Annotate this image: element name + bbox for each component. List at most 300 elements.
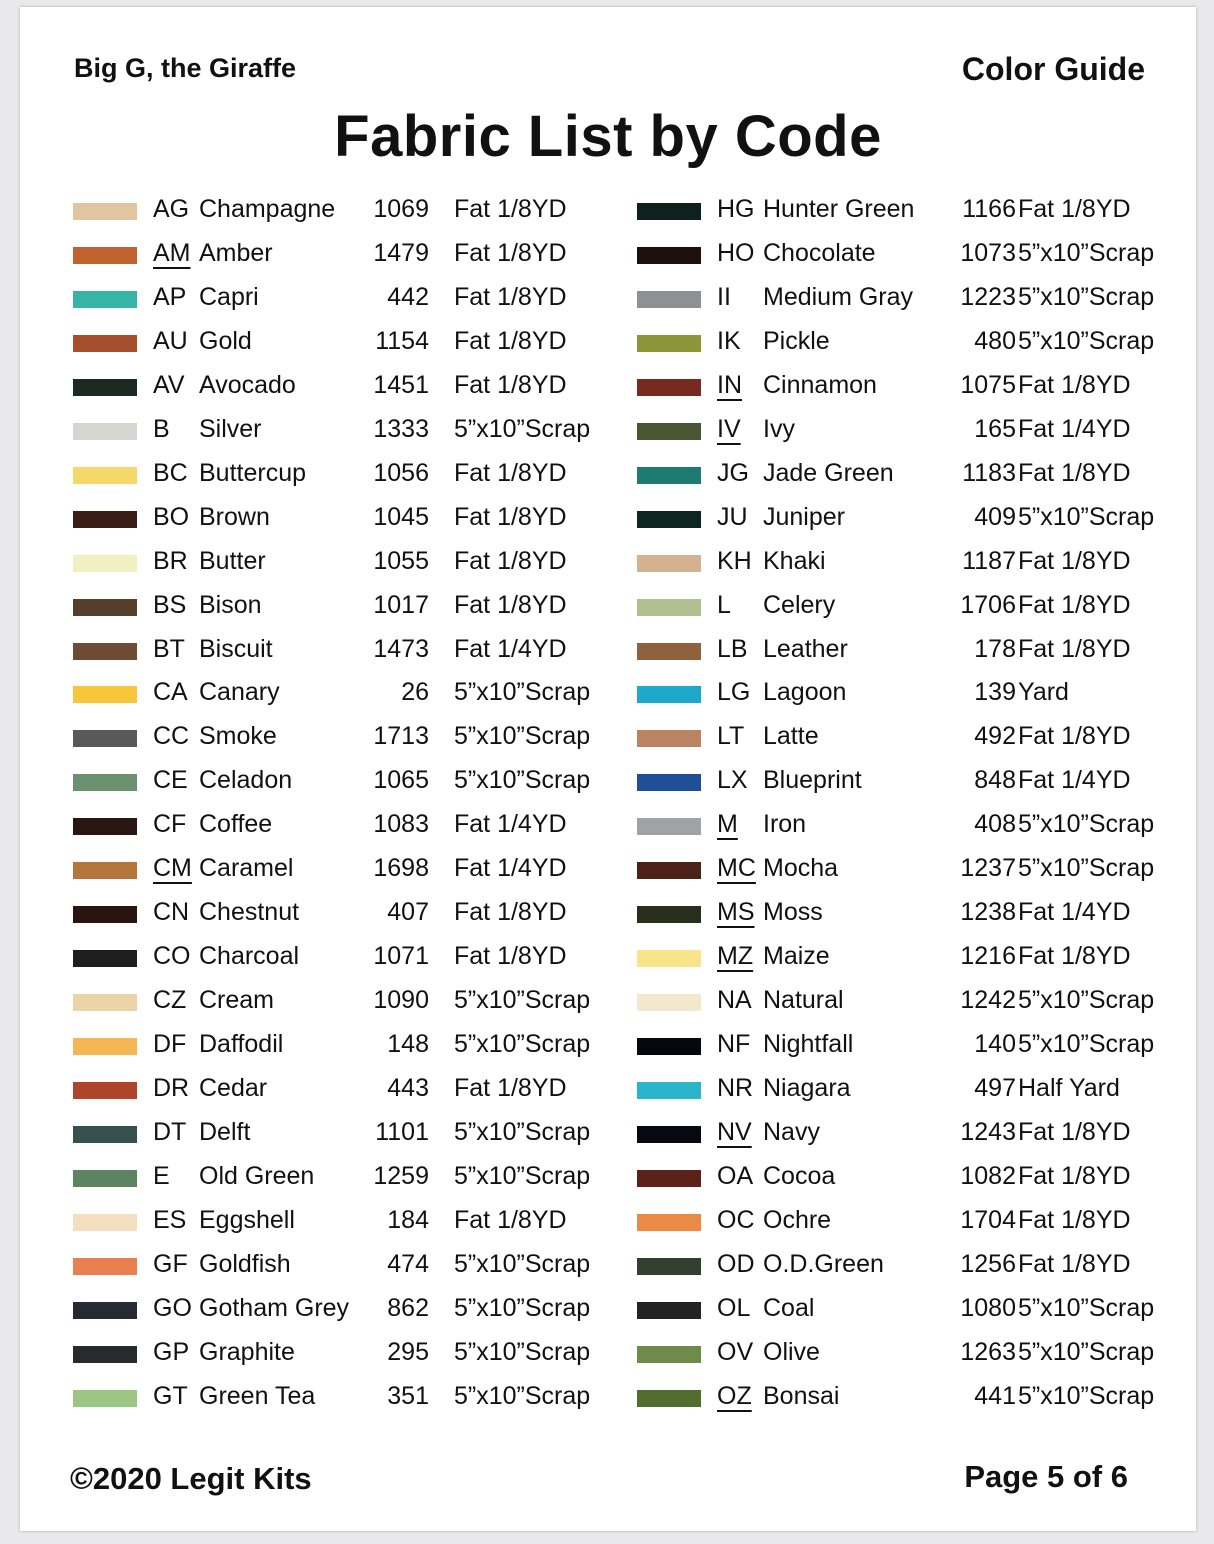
fabric-number: 409 [974,502,1016,531]
fabric-code: MZ [717,942,754,971]
fabric-name: Moss [763,898,823,927]
fabric-code: ES [153,1205,187,1234]
fabric-row [637,584,1177,628]
fabric-number: 442 [387,282,429,311]
fabric-number: 1056 [373,458,429,487]
fabric-size: 5”x10”Scrap [454,986,591,1015]
fabric-code: IK [717,326,741,355]
color-swatch [73,1126,137,1143]
fabric-code: CA [153,678,188,707]
fabric-code: NR [717,1074,754,1103]
fabric-size: Fat 1/8YD [454,238,567,267]
fabric-name: Gotham Grey [199,1293,350,1322]
fabric-name: Celadon [199,766,293,795]
fabric-name: Buttercup [199,458,307,487]
fabric-code: CM [153,854,192,883]
fabric-number: 165 [974,414,1016,443]
fabric-name: Maize [763,942,830,971]
fabric-row [637,1331,1177,1375]
fabric-code: LB [717,634,748,663]
fabric-code: AG [153,195,190,223]
fabric-number: 1243 [960,1118,1016,1147]
fabric-row [73,584,613,628]
fabric-row [637,232,1177,276]
fabric-number: 1083 [373,810,429,839]
fabric-size: Fat 1/8YD [454,546,567,575]
fabric-row [73,1287,613,1331]
fabric-row [637,1023,1177,1067]
fabric-row [73,320,613,364]
fabric-size: Fat 1/8YD [1018,546,1131,575]
color-swatch [637,335,701,352]
fabric-row [637,979,1177,1023]
fabric-name: Avocado [199,370,296,399]
fabric-size: Fat 1/8YD [1018,722,1131,751]
fabric-code: CZ [153,986,187,1015]
fabric-number: 1154 [375,326,429,355]
fabric-number: 1075 [960,370,1016,399]
fabric-code: M [717,810,738,839]
fabric-code: OC [717,1205,755,1234]
color-swatch [637,1258,701,1275]
fabric-name: Cedar [199,1074,268,1103]
fabric-number: 443 [387,1074,429,1103]
fabric-name: Nightfall [763,1030,854,1059]
fabric-size: Yard [1018,678,1069,707]
fabric-row [637,935,1177,979]
fabric-code: NF [717,1030,751,1059]
fabric-row [73,364,613,408]
fabric-size: Fat 1/8YD [454,1074,567,1103]
color-swatch [73,950,137,967]
fabric-name: Natural [763,986,844,1015]
fabric-size: Fat 1/8YD [1018,1118,1131,1147]
fabric-row [73,759,613,803]
fabric-row [73,803,613,847]
color-swatch [73,291,137,308]
fabric-size: 5”x10”Scrap [454,1249,591,1278]
color-swatch [73,994,137,1011]
fabric-number: 1704 [960,1205,1016,1234]
color-swatch [637,467,701,484]
fabric-number: 1706 [960,590,1016,619]
fabric-size: 5”x10”Scrap [454,678,591,707]
fabric-code: GO [153,1293,192,1322]
fabric-code: CO [153,942,191,971]
fabric-name: Graphite [199,1337,295,1366]
fabric-row [73,715,613,759]
color-swatch [637,511,701,528]
color-swatch [73,774,137,791]
color-swatch [73,1038,137,1055]
color-swatch [637,555,701,572]
color-swatch [73,1302,137,1319]
fabric-row [73,1375,613,1419]
fabric-row [73,1111,613,1155]
fabric-code: II [717,282,731,311]
fabric-size: Fat 1/8YD [1018,370,1131,399]
fabric-row [637,364,1177,408]
fabric-code: JG [717,458,749,487]
fabric-row [637,320,1177,364]
fabric-name: Jade Green [763,458,894,487]
color-swatch [73,247,137,264]
color-swatch [637,1082,701,1099]
fabric-code: AU [153,326,188,355]
fabric-size: Fat 1/8YD [454,195,567,223]
fabric-name: Canary [199,678,280,707]
fabric-row [73,188,613,232]
fabric-number: 1223 [960,282,1016,311]
fabric-name: Chestnut [199,898,300,927]
color-swatch [637,1170,701,1187]
fabric-size: 5”x10”Scrap [1018,502,1155,531]
fabric-name: Juniper [763,502,845,531]
color-swatch [73,1214,137,1231]
color-swatch [637,1346,701,1363]
fabric-code: HG [717,195,755,223]
fabric-size: 5”x10”Scrap [1018,326,1155,355]
fabric-row [637,188,1177,232]
fabric-name: Amber [199,238,273,267]
fabric-number: 1473 [373,634,429,663]
fabric-size: 5”x10”Scrap [1018,854,1155,883]
color-swatch [637,906,701,923]
color-swatch [637,643,701,660]
document-title: Big G, the Giraffe [74,53,297,83]
fabric-number: 26 [401,678,429,707]
fabric-number: 1183 [962,458,1016,487]
fabric-row [637,1111,1177,1155]
fabric-name: Bonsai [763,1381,840,1410]
fabric-size: 5”x10”Scrap [454,722,591,751]
fabric-size: 5”x10”Scrap [454,1381,591,1410]
fabric-code: DR [153,1074,190,1103]
fabric-row [73,540,613,584]
fabric-row [637,847,1177,891]
guide-label: Color Guide [961,51,1145,87]
fabric-number: 1071 [373,942,429,971]
fabric-name: Capri [199,282,259,311]
fabric-row [73,1331,613,1375]
fabric-number: 1238 [960,898,1016,927]
fabric-number: 148 [387,1030,429,1059]
color-swatch [73,467,137,484]
fabric-row [73,452,613,496]
page-number: Page 5 of 6 [964,1459,1128,1494]
fabric-row [637,452,1177,496]
fabric-number: 492 [974,722,1016,751]
fabric-size: Fat 1/8YD [454,898,567,927]
fabric-code: JU [717,502,748,531]
fabric-row [637,408,1177,452]
fabric-row [637,1067,1177,1111]
color-swatch [73,686,137,703]
fabric-number: 139 [974,678,1016,707]
fabric-row [637,276,1177,320]
fabric-number: 295 [387,1337,429,1366]
fabric-size: 5”x10”Scrap [1018,986,1155,1015]
fabric-name: Brown [199,502,270,531]
fabric-number: 1101 [375,1118,429,1147]
fabric-row [73,1155,613,1199]
fabric-row [73,1023,613,1067]
fabric-code: LX [717,766,748,795]
fabric-name: Lagoon [763,678,847,707]
fabric-number: 140 [974,1030,1016,1059]
fabric-code: KH [717,546,752,575]
fabric-number: 1263 [960,1337,1016,1366]
fabric-row [73,1067,613,1111]
fabric-row [637,1287,1177,1331]
fabric-name: Olive [763,1337,820,1366]
fabric-size: 5”x10”Scrap [454,414,591,443]
fabric-size: 5”x10”Scrap [1018,1337,1155,1366]
fabric-size: 5”x10”Scrap [1018,238,1155,267]
fabric-row [637,715,1177,759]
color-swatch [637,379,701,396]
fabric-size: 5”x10”Scrap [454,1118,591,1147]
fabric-name: Niagara [763,1074,851,1103]
fabric-size: Fat 1/8YD [1018,1161,1131,1190]
color-swatch [637,599,701,616]
fabric-number: 497 [974,1074,1016,1103]
fabric-name: Blueprint [763,766,862,795]
fabric-name: Cocoa [763,1161,836,1190]
fabric-list-right-column [637,188,1177,1419]
fabric-list-left-column [73,188,613,1419]
fabric-row [73,891,613,935]
fabric-size: Fat 1/8YD [454,282,567,311]
fabric-row [73,847,613,891]
color-swatch [73,599,137,616]
fabric-name: Coffee [199,810,273,839]
fabric-code: LG [717,678,751,707]
color-swatch [73,1346,137,1363]
fabric-name: Latte [763,722,819,751]
fabric-code: DT [153,1118,187,1147]
fabric-row [73,1199,613,1243]
fabric-size: Fat 1/8YD [454,502,567,531]
fabric-code: GT [153,1381,188,1410]
fabric-name: Gold [199,326,252,355]
fabric-code: CF [153,810,187,839]
color-swatch [73,1390,137,1407]
fabric-number: 848 [974,766,1016,795]
fabric-size: 5”x10”Scrap [454,1030,591,1059]
fabric-size: Fat 1/8YD [1018,590,1131,619]
fabric-code: BR [153,546,188,575]
color-swatch [73,862,137,879]
fabric-row [73,1243,613,1287]
fabric-row [637,1155,1177,1199]
fabric-code: MS [717,898,755,927]
fabric-code: BO [153,502,190,531]
fabric-size: Half Yard [1018,1074,1120,1103]
fabric-code: AP [153,282,187,311]
fabric-name: Medium Gray [763,282,914,311]
color-swatch [637,1038,701,1055]
fabric-name: Coal [763,1293,815,1322]
color-swatch [73,1082,137,1099]
fabric-row [73,276,613,320]
fabric-size: 5”x10”Scrap [454,1337,591,1366]
fabric-number: 1080 [960,1293,1016,1322]
fabric-number: 1082 [960,1161,1016,1190]
fabric-code: B [153,414,170,443]
fabric-code: GP [153,1337,190,1366]
fabric-number: 1017 [373,590,429,619]
color-swatch [637,423,701,440]
color-swatch [73,423,137,440]
fabric-name: Celery [763,590,836,619]
fabric-size: Fat 1/8YD [1018,195,1131,223]
color-swatch [637,730,701,747]
fabric-size: Fat 1/4YD [454,810,567,839]
fabric-code: CC [153,722,190,751]
color-swatch [637,1390,701,1407]
fabric-size: Fat 1/8YD [454,1205,567,1234]
fabric-number: 1045 [373,502,429,531]
fabric-code: BC [153,458,188,487]
fabric-name: Butter [199,546,266,575]
fabric-code: OA [717,1161,754,1190]
fabric-size: 5”x10”Scrap [1018,1030,1155,1059]
fabric-size: Fat 1/8YD [454,370,567,399]
fabric-size: Fat 1/4YD [1018,766,1131,795]
fabric-row [637,1199,1177,1243]
fabric-number: 1055 [373,546,429,575]
fabric-size: Fat 1/8YD [454,326,567,355]
fabric-row [73,628,613,672]
fabric-number: 1187 [962,546,1016,575]
fabric-code: DF [153,1030,187,1059]
fabric-size: 5”x10”Scrap [454,1161,591,1190]
color-swatch [73,643,137,660]
color-swatch [637,203,701,220]
fabric-size: Fat 1/4YD [1018,898,1131,927]
fabric-row [73,935,613,979]
fabric-size: Fat 1/8YD [454,458,567,487]
fabric-code: LT [717,722,745,751]
fabric-row [73,979,613,1023]
fabric-code: NV [717,1118,752,1147]
fabric-number: 184 [387,1205,429,1234]
fabric-number: 178 [974,634,1016,663]
fabric-number: 351 [387,1381,429,1410]
fabric-number: 1237 [960,854,1016,883]
fabric-size: Fat 1/8YD [454,590,567,619]
fabric-size: 5”x10”Scrap [1018,282,1155,311]
fabric-size: 5”x10”Scrap [1018,1381,1155,1410]
page-heading: Fabric List by Code [334,104,882,169]
fabric-name: Ivy [763,414,795,443]
fabric-code: GF [153,1249,188,1278]
fabric-code: E [153,1161,170,1190]
fabric-row [637,1243,1177,1287]
fabric-number: 1069 [373,195,429,223]
color-swatch [73,511,137,528]
fabric-number: 480 [974,326,1016,355]
fabric-name: Caramel [199,854,294,883]
fabric-number: 1242 [960,986,1016,1015]
fabric-size: Fat 1/8YD [454,942,567,971]
fabric-name: Bison [199,590,262,619]
color-swatch [73,906,137,923]
color-swatch [73,730,137,747]
fabric-size: 5”x10”Scrap [1018,810,1155,839]
color-swatch [637,994,701,1011]
fabric-code: AM [153,238,191,267]
fabric-number: 441 [974,1381,1016,1410]
fabric-number: 1259 [373,1161,429,1190]
fabric-number: 1166 [962,195,1016,223]
fabric-name: Cinnamon [763,370,877,399]
fabric-code: OL [717,1293,751,1322]
fabric-code: AV [153,370,185,399]
fabric-row [637,891,1177,935]
fabric-name: Iron [763,810,807,839]
fabric-code: HO [717,238,755,267]
fabric-row [73,671,613,715]
color-swatch [73,335,137,352]
fabric-number: 1451 [373,370,429,399]
fabric-row [637,803,1177,847]
fabric-name: Chocolate [763,238,876,267]
fabric-name: Charcoal [199,942,300,971]
color-swatch [637,1302,701,1319]
document-page [20,7,1196,1531]
fabric-size: 5”x10”Scrap [454,1293,591,1322]
fabric-row [73,496,613,540]
color-swatch [637,1126,701,1143]
fabric-number: 408 [974,810,1016,839]
fabric-row [637,496,1177,540]
fabric-number: 1090 [373,986,429,1015]
fabric-name: Silver [199,414,262,443]
fabric-row [637,1375,1177,1419]
fabric-code: OV [717,1337,754,1366]
color-swatch [73,555,137,572]
color-swatch [637,1214,701,1231]
fabric-number: 1479 [373,238,429,267]
fabric-name: Smoke [199,722,277,751]
fabric-name: Cream [199,986,275,1015]
fabric-row [637,671,1177,715]
fabric-name: Biscuit [199,634,273,663]
color-swatch [637,774,701,791]
fabric-size: Fat 1/8YD [1018,942,1131,971]
fabric-name: Khaki [763,546,826,575]
fabric-number: 1713 [373,722,429,751]
fabric-name: Ochre [763,1205,832,1234]
fabric-code: MC [717,854,756,883]
copyright-notice: ©2020 Legit Kits [70,1461,312,1496]
color-swatch [637,862,701,879]
fabric-name: Green Tea [199,1381,316,1410]
fabric-row [73,232,613,276]
fabric-number: 1256 [960,1249,1016,1278]
fabric-code: IV [717,414,741,443]
color-swatch [73,818,137,835]
color-swatch [637,291,701,308]
color-swatch [637,950,701,967]
fabric-code: CN [153,898,190,927]
color-swatch [73,1258,137,1275]
color-swatch [637,818,701,835]
fabric-name: Goldfish [199,1249,291,1278]
color-swatch [73,1170,137,1187]
